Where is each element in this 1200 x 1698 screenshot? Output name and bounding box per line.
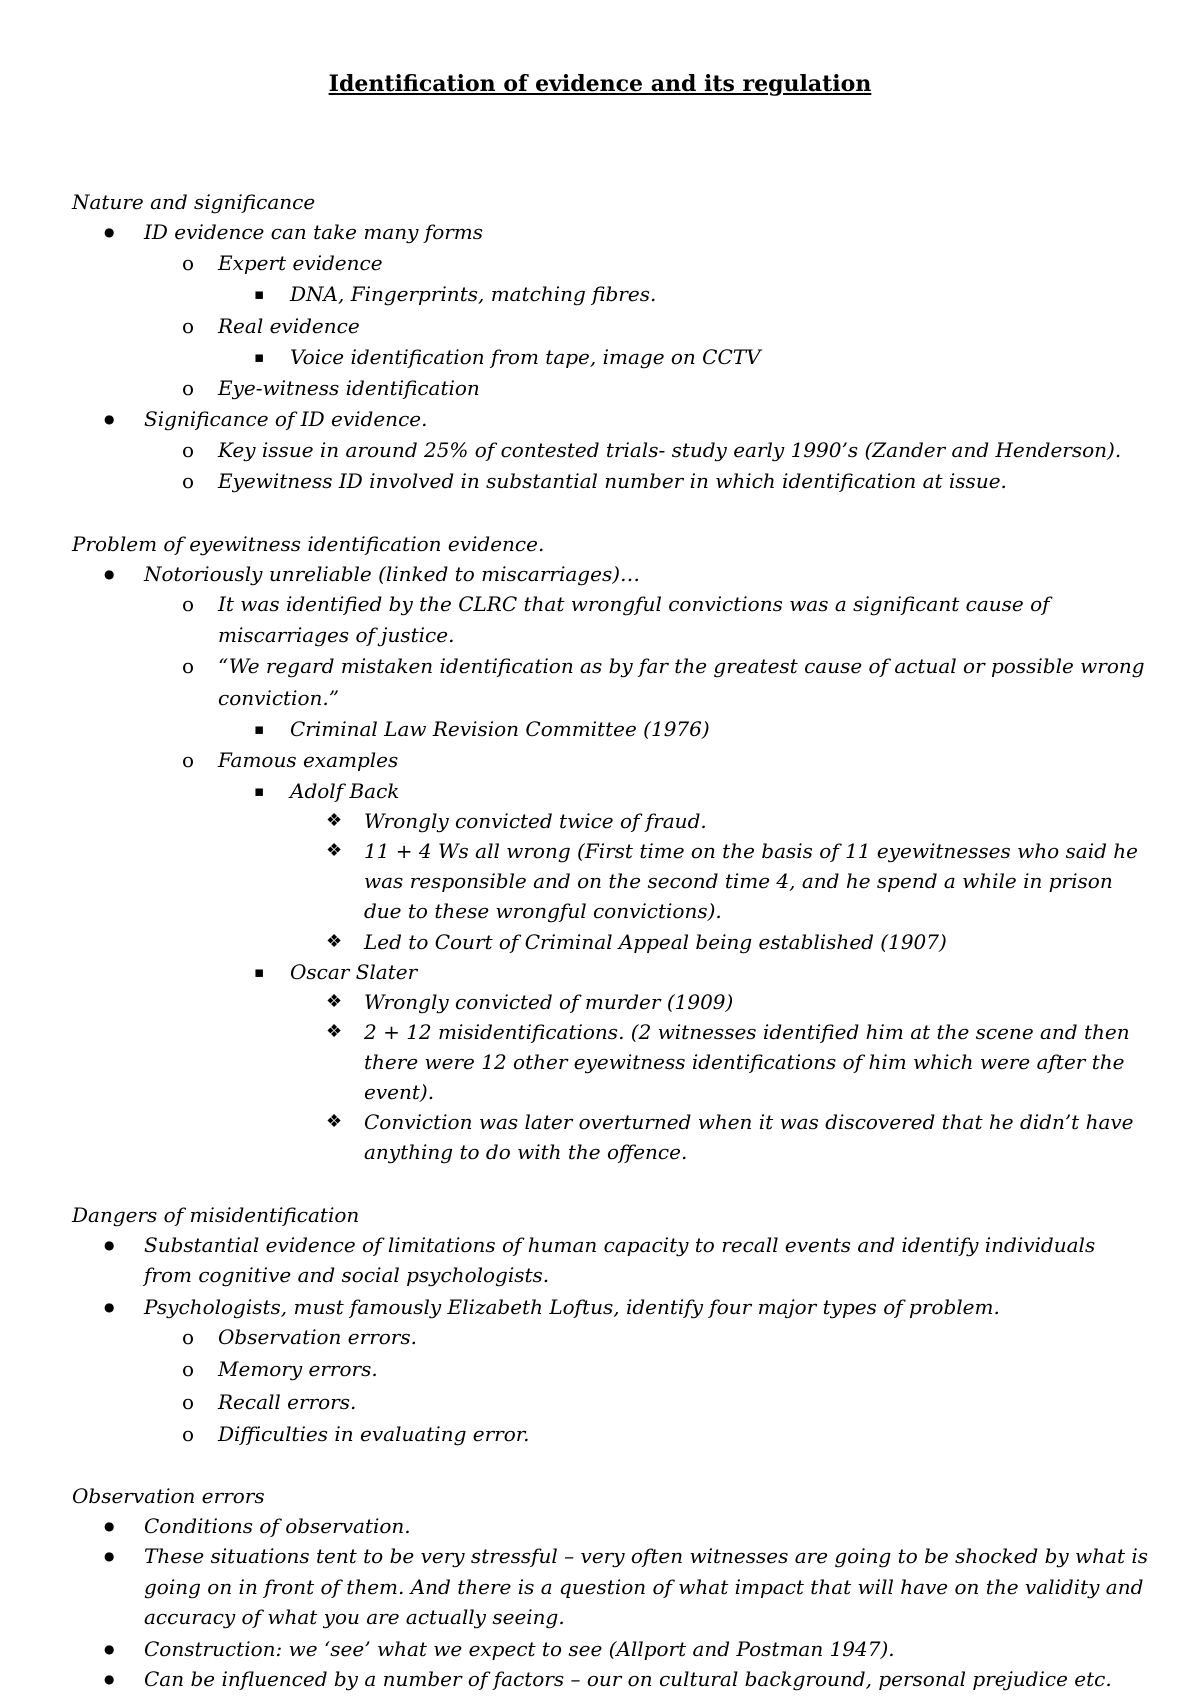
list-item-text: Observation errors. bbox=[218, 1325, 417, 1349]
bullet-square-icon bbox=[254, 280, 264, 308]
list-item-text: Criminal Law Revision Committee (1976) bbox=[290, 717, 710, 741]
list-item-text: Significance of ID evidence. bbox=[144, 407, 428, 431]
section-heading: Nature and significance bbox=[72, 190, 316, 214]
list-item-text: Eyewitness ID involved in substantial number in which identification at issue. bbox=[218, 469, 1007, 493]
list-item-text: Wrongly convicted twice of fraud. bbox=[364, 809, 707, 833]
bullet-dot-icon bbox=[104, 560, 114, 588]
section-heading: Problem of eyewitness identification evidence. bbox=[72, 532, 545, 556]
list-item-text: Recall errors. bbox=[218, 1390, 357, 1414]
bullet-circle-icon: o bbox=[182, 438, 195, 462]
list-item-text: Adolf Back bbox=[290, 779, 400, 803]
bullet-dot-icon bbox=[104, 218, 114, 246]
list-item-text: going on in front of them. And there is a question of what impact that will have on the validity and bbox=[144, 1575, 1144, 1599]
bullet-square-icon bbox=[254, 715, 264, 743]
bullet-diamond-icon: ❖ bbox=[326, 1111, 343, 1132]
bullet-circle-icon: o bbox=[182, 1325, 195, 1349]
list-item-text: Conviction was later overturned when it was discovered that he didn’t have bbox=[364, 1110, 1134, 1134]
list-item-text: Real evidence bbox=[218, 314, 360, 338]
bullet-diamond-icon: ❖ bbox=[326, 1021, 343, 1042]
bullet-dot-icon bbox=[104, 1542, 114, 1570]
list-item-text: Expert evidence bbox=[218, 251, 383, 275]
bullet-diamond-icon: ❖ bbox=[326, 840, 343, 861]
list-item-text: there were 12 other eyewitness identifications of him which were after the bbox=[364, 1050, 1125, 1074]
bullet-circle-icon: o bbox=[182, 748, 195, 772]
bullet-square-icon bbox=[254, 777, 264, 805]
list-item-text: Construction: we ‘see’ what we expect to see (Allport and Postman 1947). bbox=[144, 1637, 895, 1661]
list-item-text: “We regard mistaken identification as by far the greatest cause of actual or possible wrong bbox=[218, 654, 1145, 678]
list-item-text: from cognitive and social psychologists. bbox=[144, 1263, 550, 1287]
list-item-text: 11 + 4 Ws all wrong (First time on the basis of 11 eyewitnesses who said he bbox=[364, 839, 1138, 863]
bullet-diamond-icon: ❖ bbox=[326, 931, 343, 952]
list-item-text: Notoriously unreliable (linked to miscarriages)… bbox=[144, 562, 641, 586]
bullet-circle-icon: o bbox=[182, 469, 195, 493]
bullet-circle-icon: o bbox=[182, 1390, 195, 1414]
bullet-dot-icon bbox=[104, 1231, 114, 1259]
list-item-text: Psychologists, must famously Elizabeth Loftus, identify four major types of problem. bbox=[144, 1295, 1000, 1319]
list-item-text: These situations tent to be very stressful – very often witnesses are going to be shocked by what is bbox=[144, 1544, 1149, 1568]
list-item-text: DNA, Fingerprints, matching fibres. bbox=[290, 282, 657, 306]
list-item-text: Oscar Slater bbox=[290, 960, 418, 984]
list-item-text: conviction.” bbox=[218, 686, 339, 710]
section-heading: Observation errors bbox=[72, 1484, 265, 1508]
list-item-text: ID evidence can take many forms bbox=[144, 220, 484, 244]
bullet-circle-icon: o bbox=[182, 1357, 195, 1381]
bullet-diamond-icon: ❖ bbox=[326, 810, 343, 831]
list-item-text: 2 + 12 misidentifications. (2 witnesses identified him at the scene and then bbox=[364, 1020, 1130, 1044]
list-item-text: Can be influenced by a number of factors – our on cultural background, personal prejudice etc. bbox=[144, 1667, 1112, 1691]
list-item-text: was responsible and on the second time 4, and he spend a while in prison bbox=[364, 869, 1113, 893]
list-item-text: Key issue in around 25% of contested trials- study early 1990’s (Zander and Henderson). bbox=[218, 438, 1122, 462]
bullet-circle-icon: o bbox=[182, 654, 195, 678]
list-item-text: anything to do with the offence. bbox=[364, 1140, 688, 1164]
bullet-dot-icon bbox=[104, 1665, 114, 1693]
bullet-dot-icon bbox=[104, 1635, 114, 1663]
list-item-text: event). bbox=[364, 1080, 435, 1104]
list-item-text: Led to Court of Criminal Appeal being established (1907) bbox=[364, 930, 947, 954]
bullet-dot-icon bbox=[104, 1512, 114, 1540]
bullet-circle-icon: o bbox=[182, 314, 195, 338]
bullet-circle-icon: o bbox=[182, 251, 195, 275]
list-item-text: Memory errors. bbox=[218, 1357, 378, 1381]
bullet-circle-icon: o bbox=[182, 592, 195, 616]
list-item-text: Substantial evidence of limitations of human capacity to recall events and identify individuals bbox=[144, 1233, 1096, 1257]
bullet-circle-icon: o bbox=[182, 1422, 195, 1446]
bullet-dot-icon bbox=[104, 1293, 114, 1321]
bullet-square-icon bbox=[254, 958, 264, 986]
bullet-circle-icon: o bbox=[182, 376, 195, 400]
list-item-text: accuracy of what you are actually seeing. bbox=[144, 1605, 565, 1629]
bullet-dot-icon bbox=[104, 405, 114, 433]
list-item-text: Difficulties in evaluating error. bbox=[218, 1422, 530, 1446]
list-item-text: Eye-witness identification bbox=[218, 376, 480, 400]
bullet-square-icon bbox=[254, 343, 264, 371]
list-item-text: It was identified by the CLRC that wrongful convictions was a significant cause of bbox=[218, 592, 1050, 616]
list-item-text: Conditions of observation. bbox=[144, 1514, 411, 1538]
list-item-text: miscarriages of justice. bbox=[218, 623, 455, 647]
list-item-text: Voice identification from tape, image on CCTV bbox=[290, 345, 761, 369]
list-item-text: Wrongly convicted of murder (1909) bbox=[364, 990, 734, 1014]
list-item-text: Famous examples bbox=[218, 748, 399, 772]
section-heading: Dangers of misidentification bbox=[72, 1203, 360, 1227]
bullet-diamond-icon: ❖ bbox=[326, 991, 343, 1012]
page-title: Identification of evidence and its regulation bbox=[328, 71, 872, 97]
list-item-text: due to these wrongful convictions). bbox=[364, 899, 722, 923]
